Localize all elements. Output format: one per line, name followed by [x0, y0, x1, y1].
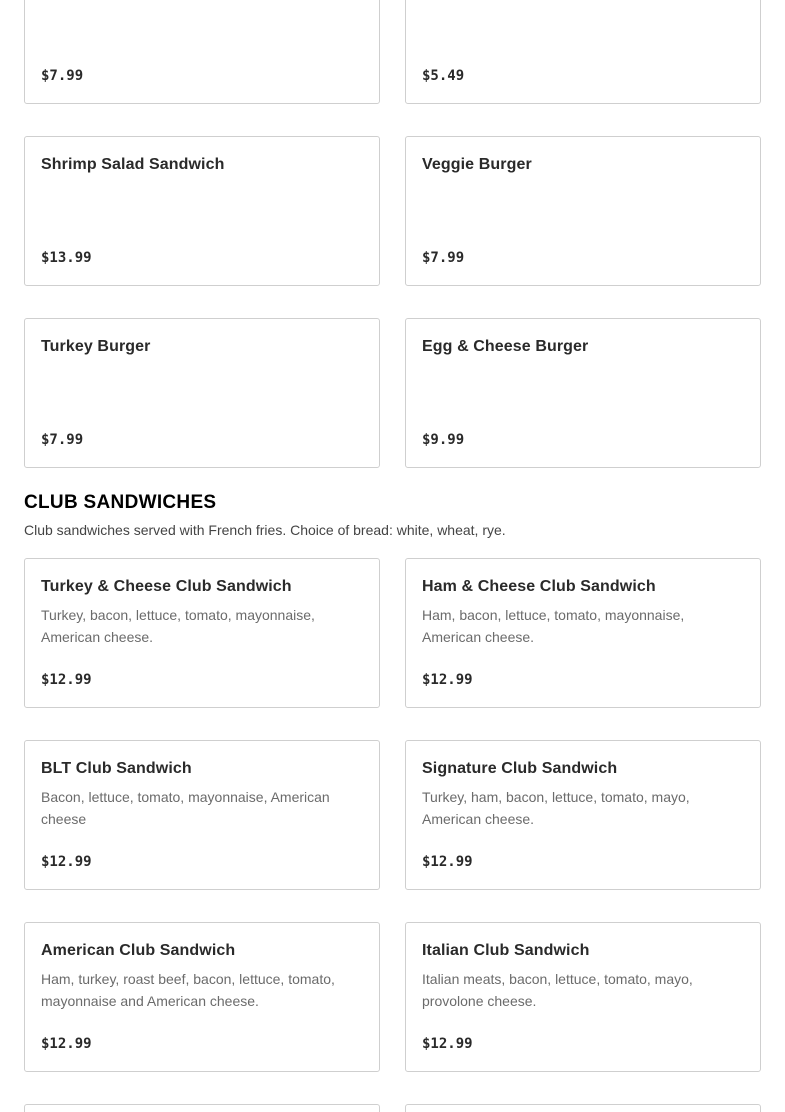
- item-description: Ham, turkey, roast beef, bacon, lettuce, tomato, mayonnaise and American cheese.: [41, 971, 335, 1009]
- item-description: Ham, bacon, lettuce, tomato, mayonnaise, American cheese.: [422, 607, 685, 645]
- item-price: $12.99: [41, 1036, 92, 1052]
- item-price: $7.99: [41, 432, 84, 448]
- menu-item-card[interactable]: [405, 1104, 761, 1112]
- item-name: Ham & Cheese Club Sandwich: [422, 578, 656, 595]
- item-name: Egg & Cheese Burger: [422, 338, 589, 355]
- item-price: $9.99: [422, 432, 465, 448]
- item-name: BLT Club Sandwich: [41, 760, 192, 777]
- item-name: Veggie Burger: [422, 156, 532, 173]
- section-description: Club sandwiches served with French fries. Choice of bread: white, wheat, rye.: [24, 522, 506, 538]
- item-description: Italian meats, bacon, lettuce, tomato, mayo, provolone cheese.: [422, 971, 693, 1009]
- burgers-grid: [24, 0, 761, 468]
- menu-item-card[interactable]: [24, 1104, 380, 1112]
- item-name: Turkey & Cheese Club Sandwich: [41, 578, 292, 595]
- item-price: $12.99: [41, 854, 92, 870]
- menu-item-card[interactable]: [405, 740, 761, 890]
- menu-item-card[interactable]: [24, 136, 380, 286]
- item-price: $5.49: [422, 68, 465, 84]
- menu-item-card[interactable]: [405, 318, 761, 468]
- menu-item-card[interactable]: [405, 558, 761, 708]
- menu-item-card[interactable]: [24, 0, 380, 104]
- item-description: Bacon, lettuce, tomato, mayonnaise, American cheese: [41, 789, 330, 827]
- item-name: Turkey Burger: [41, 338, 151, 355]
- item-price: $12.99: [41, 672, 92, 688]
- menu-item-card[interactable]: [405, 0, 761, 104]
- item-price: $13.99: [41, 250, 92, 266]
- item-name: Shrimp Salad Sandwich: [41, 156, 225, 173]
- item-price: $7.99: [41, 68, 84, 84]
- section-title: CLUB SANDWICHES: [24, 492, 217, 513]
- item-description: Turkey, ham, bacon, lettuce, tomato, mayo, American cheese.: [422, 789, 690, 827]
- menu-item-card[interactable]: [405, 922, 761, 1072]
- item-name: Signature Club Sandwich: [422, 760, 618, 777]
- menu-item-card[interactable]: [405, 136, 761, 286]
- item-price: $7.99: [422, 250, 465, 266]
- item-price: $12.99: [422, 672, 473, 688]
- item-name: American Club Sandwich: [41, 942, 236, 959]
- menu-item-card[interactable]: [24, 318, 380, 468]
- menu-item-card[interactable]: [24, 922, 380, 1072]
- menu-item-card[interactable]: [24, 558, 380, 708]
- club-sandwiches-grid: [24, 558, 761, 1112]
- item-description: Turkey, bacon, lettuce, tomato, mayonnaise, American cheese.: [41, 607, 315, 645]
- item-name: Italian Club Sandwich: [422, 942, 590, 959]
- item-price: $12.99: [422, 854, 473, 870]
- menu-item-card[interactable]: [24, 740, 380, 890]
- item-price: $12.99: [422, 1036, 473, 1052]
